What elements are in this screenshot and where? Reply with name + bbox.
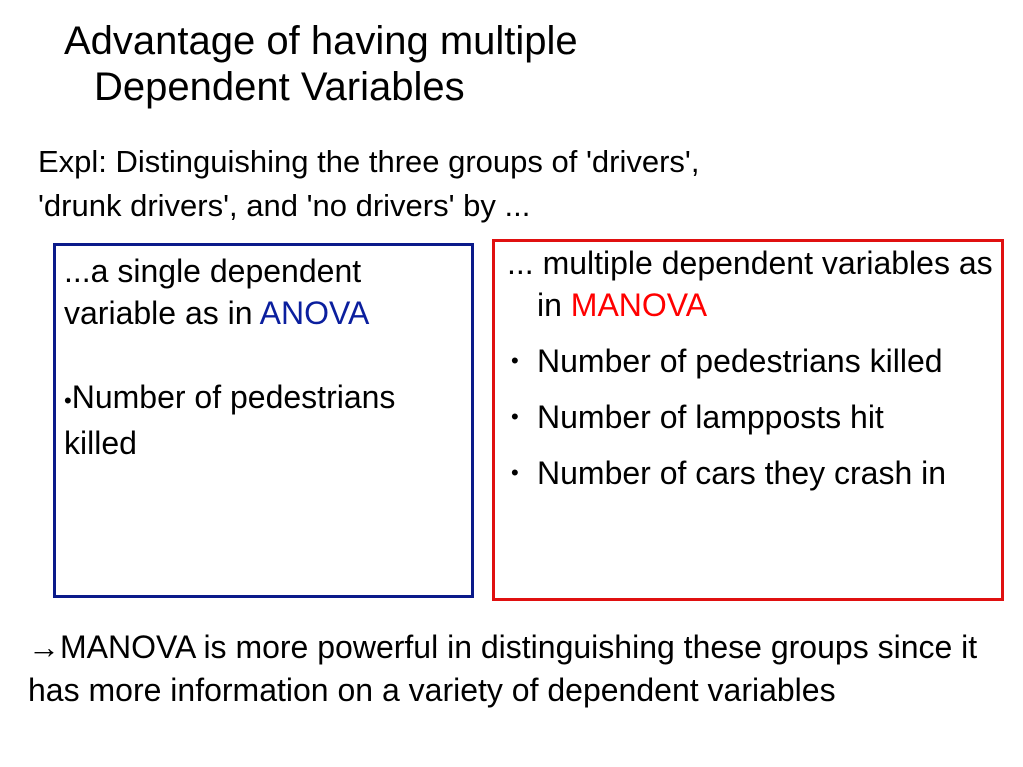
manova-item-list <box>507 340 993 494</box>
manova-item <box>507 452 993 494</box>
manova-lead-text: ... multiple dependent variables as in <box>507 245 993 323</box>
bullet-icon: • <box>511 348 519 373</box>
conclusion <box>28 626 1008 712</box>
anova-highlight: ANOVA <box>259 295 370 331</box>
example-intro <box>38 140 1008 228</box>
manova-item-text: Number of cars they crash in <box>537 455 947 491</box>
anova-item <box>64 376 461 464</box>
manova-highlight: MANOVA <box>570 287 708 323</box>
bullet-icon: • <box>511 404 519 429</box>
manova-item-text: Number of pedestrians killed <box>537 343 943 379</box>
anova-box <box>53 243 474 598</box>
bullet-icon: • <box>511 460 519 485</box>
anova-lead-text: ...a single dependent variable as in <box>64 253 362 331</box>
manova-lead <box>507 242 993 326</box>
slide-title-line-2: Dependent Variables <box>94 65 465 109</box>
manova-item-text: Number of lampposts hit <box>537 399 884 435</box>
intro-line-2: 'drunk drivers', and 'no drivers' by ... <box>38 188 531 223</box>
slide-title-line-1: Advantage of having multiple <box>64 19 578 63</box>
manova-box <box>492 239 1004 601</box>
intro-line-1: Expl: Distinguishing the three groups of 'drivers', <box>38 144 700 179</box>
anova-lead <box>64 250 461 334</box>
manova-item <box>507 340 993 382</box>
bullet-icon: • <box>64 388 72 413</box>
slide-title <box>64 18 578 110</box>
arrow-icon: → <box>28 629 60 665</box>
anova-item-text: Number of pedestrians killed <box>64 379 396 461</box>
conclusion-text: MANOVA is more powerful in distinguishing these groups since it has more information on a variety of dependent variables <box>28 629 978 708</box>
manova-item <box>507 396 993 438</box>
